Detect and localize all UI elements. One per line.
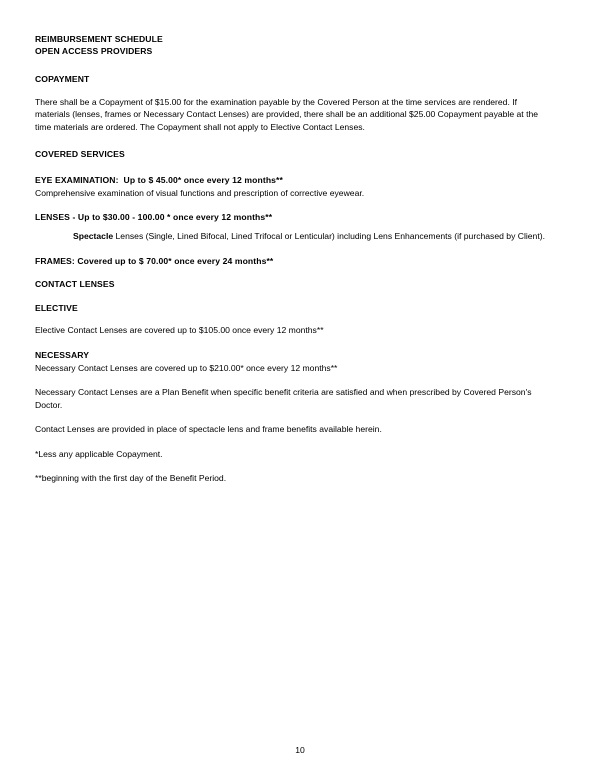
paragraph-necessary: Necessary Contact Lenses are covered up to $210.00* once every 12 months** bbox=[35, 362, 338, 373]
spacer bbox=[35, 57, 547, 73]
spacer bbox=[35, 291, 547, 302]
heading-contact-lenses: CONTACT LENSES bbox=[35, 279, 115, 290]
paragraph-plan-benefit-note: Necessary Contact Lenses are a Plan Benefit when specific benefit criteria are satisfied and when prescribed by Covered Person's Doctor. bbox=[35, 387, 532, 410]
spacer bbox=[35, 199, 547, 211]
heading-copayment: COPAYMENT bbox=[35, 74, 90, 85]
heading-eye-examination: EYE EXAMINATION: Up to $ 45.00* once every 12 months** bbox=[35, 175, 283, 186]
spacer bbox=[35, 460, 547, 472]
paragraph-elective: Elective Contact Lenses are covered up to $105.00 once every 12 months** bbox=[35, 325, 324, 336]
heading-frames: FRAMES: Covered up to $ 70.00* once every 24 months** bbox=[35, 255, 274, 266]
spacer bbox=[35, 134, 547, 148]
spacer bbox=[35, 337, 547, 349]
page-number: 10 bbox=[295, 745, 305, 755]
heading-lenses: LENSES - Up to $30.00 - 100.00 * once every 12 months** bbox=[35, 212, 273, 223]
heading-necessary: NECESSARY bbox=[35, 349, 90, 360]
spacer bbox=[35, 374, 547, 386]
spacer bbox=[35, 243, 547, 255]
paragraph-eye-examination: Comprehensive examination of visual functions and prescription of corrective eyewear. bbox=[35, 187, 365, 198]
document-title bbox=[35, 34, 547, 57]
paragraph-copayment: There shall be a Copayment of $15.00 for the examination payable by the Covered Person at the time services are rendered. If materials (lenses, frames or Necessary Contact Lenses) are provided, there shall be an additional $25.00 Copayment payable at the time materials are ordered. The Copayment shall not apply to Elective Contact Lenses. bbox=[35, 96, 539, 132]
document-body bbox=[35, 34, 547, 485]
spacer bbox=[35, 267, 547, 278]
lenses-bold-lead: Spectacle bbox=[73, 230, 114, 241]
paragraph-in-place-note: Contact Lenses are provided in place of spectacle lens and frame benefits available herein. bbox=[35, 424, 382, 435]
spacer bbox=[35, 86, 547, 96]
paragraph-lenses bbox=[35, 230, 547, 243]
heading-covered-services: COVERED SERVICES bbox=[35, 148, 125, 159]
lenses-body-rest: Lenses (Single, Lined Bifocal, Lined Trifocal or Lenticular) including Lens Enhancements (if purchased by Client). bbox=[113, 230, 545, 241]
document-title-line-2: OPEN ACCESS PROVIDERS bbox=[35, 45, 153, 56]
spacer bbox=[35, 160, 547, 174]
footnote-double-asterisk: **beginning with the first day of the Benefit Period. bbox=[35, 473, 227, 484]
heading-elective: ELECTIVE bbox=[35, 302, 78, 313]
footnote-single-asterisk: *Less any applicable Copayment. bbox=[35, 448, 163, 459]
spacer bbox=[35, 314, 547, 324]
spacer bbox=[35, 436, 547, 448]
document-title-line-1: REIMBURSEMENT SCHEDULE bbox=[35, 34, 163, 44]
spacer bbox=[35, 411, 547, 423]
